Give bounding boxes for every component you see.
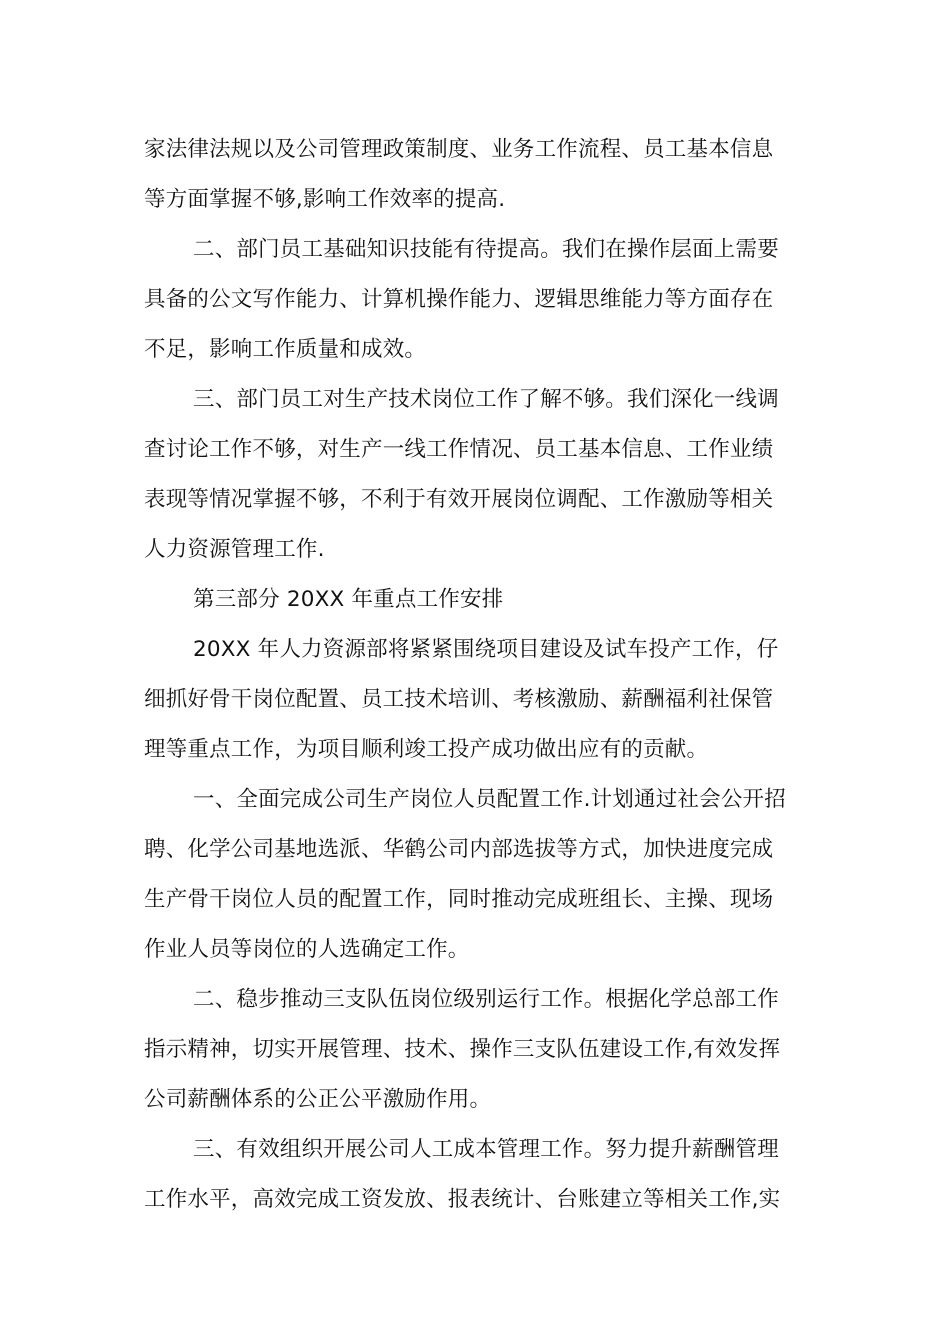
text-line-12: 细抓好骨干岗位配置、员工技术培训、考核激励、薪酬福利社保管 — [144, 687, 774, 712]
text-line-2: 等方面掌握不够,影响工作效率的提高. — [144, 187, 506, 212]
text-line-17: 作业人员等岗位的人选确定工作。 — [144, 937, 470, 962]
text-line-13: 理等重点工作，为项目顺利竣工投产成功做出应有的贡献。 — [144, 737, 709, 762]
text-line-16: 生产骨干岗位人员的配置工作，同时推动完成班组长、主操、现场 — [144, 887, 774, 912]
text-line-22: 工作水平，高效完成工资发放、报表统计、台账建立等相关工作,实 — [144, 1187, 781, 1212]
text-line-9: 人力资源管理工作. — [144, 537, 325, 562]
text-line-4: 具备的公文写作能力、计算机操作能力、逻辑思维能力等方面存在 — [144, 287, 774, 312]
text-line-11: 20XX 年人力资源部将紧紧围绕项目建设及试车投产工作，仔 — [193, 637, 779, 662]
text-line-21: 三、有效组织开展公司人工成本管理工作。努力提升薪酬管理 — [193, 1137, 779, 1162]
text-line-14: 一、全面完成公司生产岗位人员配置工作.计划通过社会公开招 — [193, 787, 786, 812]
text-line-1: 家法律法规以及公司管理政策制度、业务工作流程、员工基本信息 — [144, 137, 774, 162]
text-line-20: 公司薪酬体系的公正公平激励作用。 — [144, 1087, 492, 1112]
text-line-15: 聘、化学公司基地选派、华鹤公司内部选拔等方式，加快进度完成 — [144, 837, 774, 862]
text-line-3: 二、部门员工基础知识技能有待提高。我们在操作层面上需要 — [193, 237, 779, 262]
text-line-5: 不足，影响工作质量和成效。 — [144, 337, 427, 362]
section-heading: 第三部分 20XX 年重点工作安排 — [193, 587, 504, 612]
text-line-18: 二、稳步推动三支队伍岗位级别运行工作。根据化学总部工作 — [193, 987, 779, 1012]
text-line-19: 指示精神，切实开展管理、技术、操作三支队伍建设工作,有效发挥 — [144, 1037, 781, 1062]
text-line-7: 查讨论工作不够，对生产一线工作情况、员工基本信息、工作业绩 — [144, 437, 774, 462]
text-line-8: 表现等情况掌握不够，不利于有效开展岗位调配、工作激励等相关 — [144, 487, 774, 512]
text-line-6: 三、部门员工对生产技术岗位工作了解不够。我们深化一线调 — [193, 387, 779, 412]
